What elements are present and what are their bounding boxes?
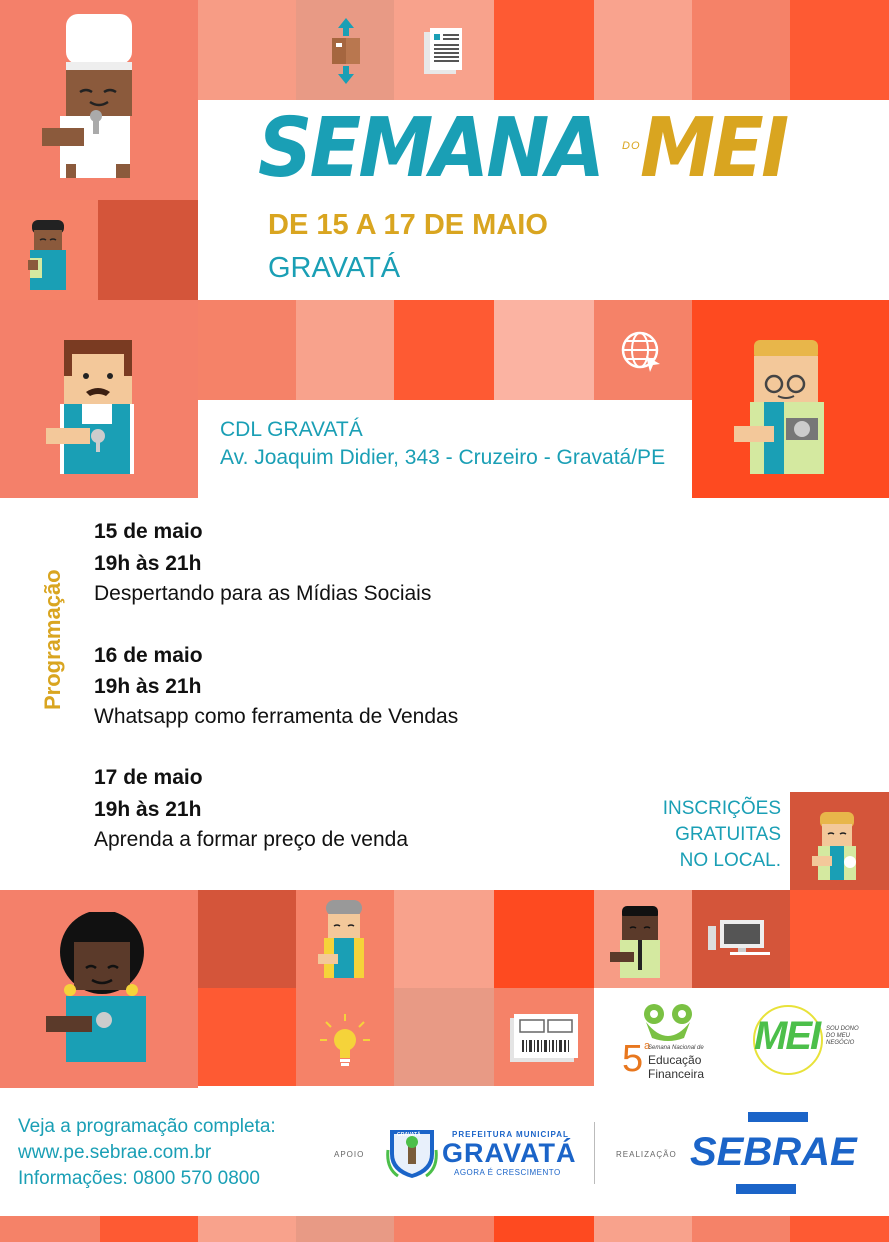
mei-tagline-line: SOU DONO <box>826 1026 859 1032</box>
tile <box>198 300 296 400</box>
program-label: Programação <box>40 569 65 710</box>
tile <box>0 1216 100 1242</box>
footer-website[interactable]: www.pe.sebrae.com.br <box>18 1142 212 1163</box>
mei-logo-text: MEI <box>754 1014 820 1058</box>
tile <box>692 1216 790 1242</box>
woman-figure-small <box>26 220 70 290</box>
venue-name: CDL GRAVATÁ <box>220 418 363 441</box>
mechanic-figure <box>46 340 136 474</box>
event-time: 19h às 21h <box>94 675 202 698</box>
registration-line: GRATUITAS <box>675 824 781 845</box>
event-dates: DE 15 A 17 DE MAIO <box>268 209 548 241</box>
event-topic: Despertando para as Mídias Sociais <box>94 582 432 605</box>
event-date: 15 de maio <box>94 520 203 543</box>
crest-text: GRAVATÁ <box>397 1132 421 1138</box>
prefeitura-logo <box>440 1130 576 1178</box>
enef-line2: Financeira <box>648 1067 705 1081</box>
tile <box>594 0 692 100</box>
title-part-mei: MEI <box>640 101 787 196</box>
mei-tagline <box>826 1026 859 1047</box>
gravata-crest-logo <box>386 1124 438 1180</box>
woman-figure-registration <box>812 812 860 880</box>
venue-address: Av. Joaquim Didier, 343 - Cruzeiro - Gravatá/PE <box>220 446 666 469</box>
worker-helmet-figure <box>318 900 366 978</box>
prefeitura-name: GRAVATÁ <box>442 1138 577 1168</box>
title-connector: DO <box>622 140 641 152</box>
title-part-semana: SEMANA <box>258 101 603 196</box>
footer-phone: Informações: 0800 570 0800 <box>18 1168 260 1189</box>
tile <box>394 1216 494 1242</box>
sebrae-text: SEBRAE <box>690 1130 857 1174</box>
svg-text:$: $ <box>664 1023 672 1037</box>
tile <box>494 300 594 400</box>
enef-line1: Educação <box>648 1053 702 1067</box>
tile <box>790 0 889 100</box>
mei-tagline-line: NEGÓCIO <box>826 1040 855 1046</box>
tile <box>594 1216 692 1242</box>
tile <box>394 988 494 1086</box>
event-topic: Aprenda a formar preço de venda <box>94 828 409 851</box>
receipt-icon <box>510 1014 578 1067</box>
tile <box>98 200 198 300</box>
tile <box>100 1216 198 1242</box>
prefeitura-slogan: AGORA É CRESCIMENTO <box>454 1168 561 1177</box>
woman-afro-figure <box>46 912 150 1062</box>
tile <box>198 890 296 988</box>
registration-line: NO LOCAL. <box>679 850 781 871</box>
enef-superscript: a <box>644 1040 651 1052</box>
enef-logo <box>618 1000 718 1086</box>
enef-number: 5 <box>622 1038 644 1080</box>
tile <box>296 1216 394 1242</box>
registration-line: INSCRIÇÕES <box>662 798 781 819</box>
tile <box>494 1216 594 1242</box>
globe-icon <box>620 330 664 379</box>
tile <box>494 890 594 988</box>
prefeitura-top-label: PREFEITURA MUNICIPAL <box>452 1130 569 1139</box>
tile <box>394 890 494 988</box>
realizacao-label: REALIZAÇÃO <box>616 1150 677 1159</box>
event-topic: Whatsapp como ferramenta de Vendas <box>94 705 459 728</box>
event-date: 16 de maio <box>94 644 203 667</box>
tile <box>198 1216 296 1242</box>
mei-tagline-line: DO MEU <box>826 1033 850 1039</box>
enef-owl-icon <box>638 1000 698 1042</box>
tile <box>296 300 394 400</box>
footer-divider <box>594 1122 595 1184</box>
computer-icon <box>708 920 772 965</box>
event-time: 19h às 21h <box>94 552 202 575</box>
event-city: GRAVATÁ <box>268 252 401 284</box>
mei-logo <box>748 1004 868 1076</box>
tile <box>494 0 594 100</box>
photographer-figure <box>734 340 826 474</box>
tile <box>198 988 296 1086</box>
tile <box>394 300 494 400</box>
businessman-figure <box>610 906 666 978</box>
lightbulb-icon <box>318 1012 372 1075</box>
footer-program-link-label: Veja a programação completa: <box>18 1116 276 1137</box>
chef-figure <box>40 14 140 180</box>
event-date: 17 de maio <box>94 766 203 789</box>
tile <box>198 0 296 100</box>
tile <box>790 890 889 988</box>
tile <box>790 1216 889 1242</box>
sebrae-logo <box>690 1110 860 1196</box>
event-time: 19h às 21h <box>94 798 202 821</box>
box-arrows-icon <box>326 18 366 89</box>
registration-note <box>663 796 781 874</box>
enef-small-text: Semana Nacional de <box>648 1045 704 1051</box>
apoio-label: APOIO <box>334 1150 365 1159</box>
tile <box>692 0 790 100</box>
document-icon <box>424 28 464 79</box>
